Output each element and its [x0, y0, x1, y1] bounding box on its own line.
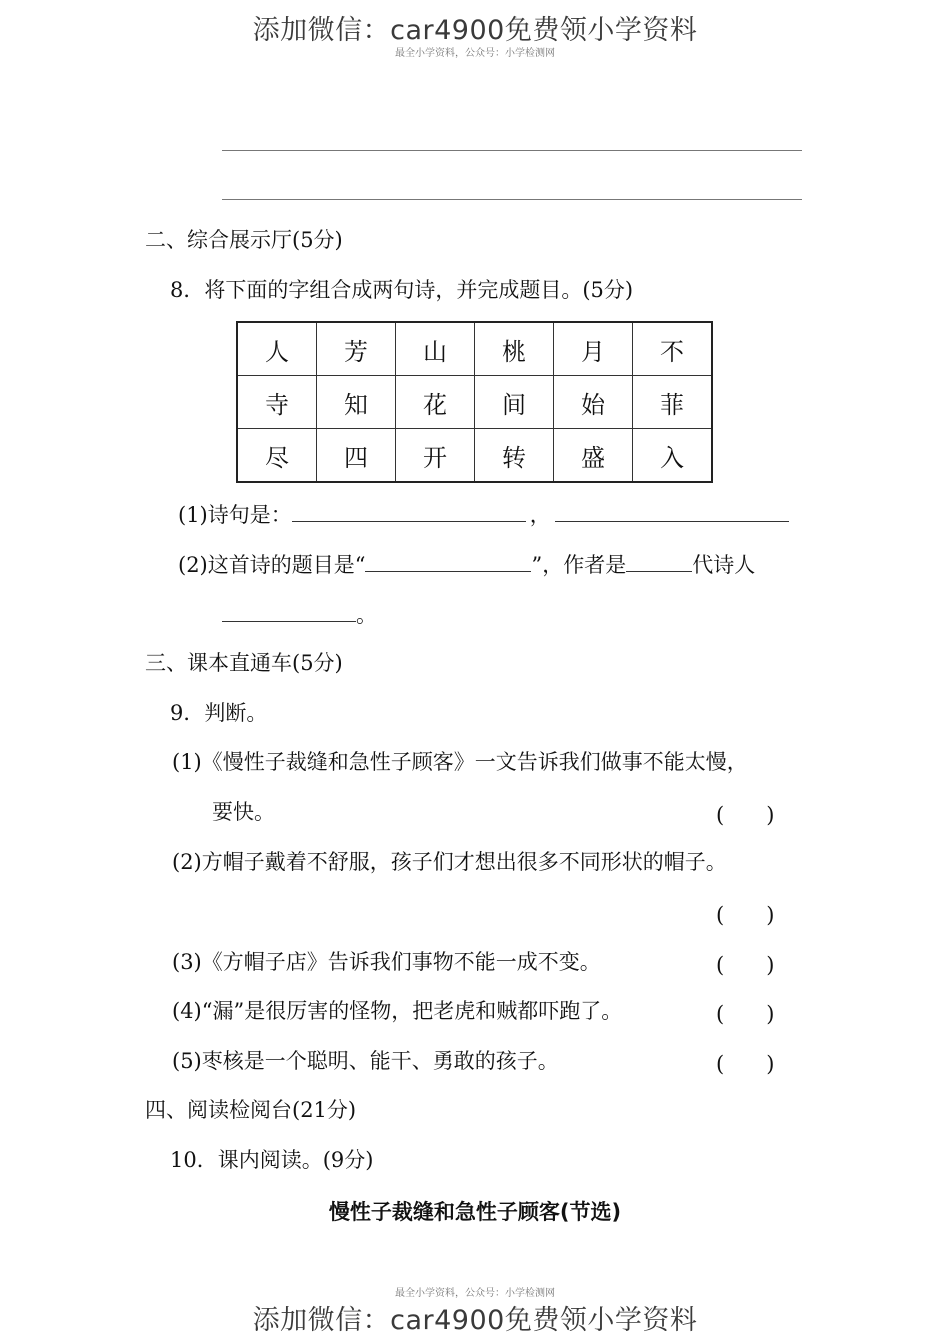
- q9-item-5: (5)枣核是一个聪明、能干、勇敢的孩子。: [172, 1049, 559, 1073]
- grid-cell: 转: [475, 429, 554, 483]
- grid-cell: 尽: [237, 429, 317, 483]
- q8-sub1: [178, 501, 789, 528]
- q8-sub2-label: (2)这首诗的题目是“: [178, 553, 366, 577]
- character-grid: [236, 321, 713, 483]
- q8-sub1-label: (1)诗句是：: [178, 503, 292, 527]
- poem-title-blank[interactable]: [365, 551, 531, 572]
- q9-prompt: 9．判断。: [170, 701, 268, 725]
- grid-cell: 四: [317, 429, 396, 483]
- grid-cell: 盛: [554, 429, 633, 483]
- answer-paren-4[interactable]: ( ): [716, 1002, 775, 1026]
- q9-item-3: (3)《方帽子店》告诉我们事物不能一成不变。: [172, 950, 601, 974]
- q8-sub2-end: 。: [356, 603, 377, 627]
- q9-item-1-cont: 要快。: [212, 800, 275, 824]
- answer-line-1: [222, 150, 802, 151]
- passage-title: 慢性子裁缝和急性子顾客(节选): [328, 1200, 622, 1224]
- grid-cell: 月: [554, 322, 633, 376]
- watermark-bottom: 添加微信：car4900免费领小学资料: [252, 1305, 698, 1336]
- q8-sub1-comma: ，: [529, 503, 551, 527]
- grid-cell: 始: [554, 376, 633, 429]
- grid-cell: 桃: [475, 322, 554, 376]
- section3-heading: 三、课本直通车(5分): [145, 651, 343, 675]
- grid-cell: 寺: [237, 376, 317, 429]
- section4-heading: 四、阅读检阅台(21分): [145, 1098, 357, 1122]
- q9-item-4: (4)“漏”是很厉害的怪物，把老虎和贼都吓跑了。: [172, 999, 623, 1023]
- grid-cell: 芳: [317, 322, 396, 376]
- grid-cell: 间: [475, 376, 554, 429]
- poet-blank[interactable]: [222, 601, 356, 622]
- q9-item-1: (1)《慢性子裁缝和急性子顾客》一文告诉我们做事不能太慢，: [172, 750, 748, 774]
- grid-cell: 菲: [633, 376, 713, 429]
- q8-sub2-tail: 代诗人: [692, 553, 756, 577]
- q8-sub2-mid: ”，作者是: [531, 553, 627, 577]
- poem-line-1-blank[interactable]: [292, 501, 526, 522]
- q8-sub2-cont: [222, 601, 377, 628]
- answer-paren-3[interactable]: ( ): [716, 953, 775, 977]
- q8-sub2: [178, 551, 755, 578]
- grid-cell: 花: [396, 376, 475, 429]
- q8-prompt: 8．将下面的字组合成两句诗，并完成题目。(5分): [170, 278, 634, 302]
- q9-item-2: (2)方帽子戴着不舒服，孩子们才想出很多不同形状的帽子。: [172, 850, 727, 874]
- watermark-top-sub: 最全小学资料，公众号：小学检测网: [395, 48, 555, 59]
- q10-prompt: 10．课内阅读。(9分): [170, 1148, 374, 1172]
- answer-paren-5[interactable]: ( ): [716, 1052, 775, 1076]
- grid-cell: 开: [396, 429, 475, 483]
- section2-heading: 二、综合展示厅(5分): [145, 228, 343, 252]
- grid-cell: 不: [633, 322, 713, 376]
- answer-line-2: [222, 199, 802, 200]
- answer-paren-1[interactable]: ( ): [716, 803, 775, 827]
- watermark-bottom-sub: 最全小学资料，公众号：小学检测网: [395, 1288, 555, 1299]
- watermark-top: 添加微信：car4900免费领小学资料: [252, 15, 698, 46]
- dynasty-blank[interactable]: [626, 551, 692, 572]
- grid-cell: 山: [396, 322, 475, 376]
- grid-cell: 入: [633, 429, 713, 483]
- grid-cell: 知: [317, 376, 396, 429]
- answer-paren-2[interactable]: ( ): [716, 903, 775, 927]
- grid-cell: 人: [237, 322, 317, 376]
- poem-line-2-blank[interactable]: [555, 501, 789, 522]
